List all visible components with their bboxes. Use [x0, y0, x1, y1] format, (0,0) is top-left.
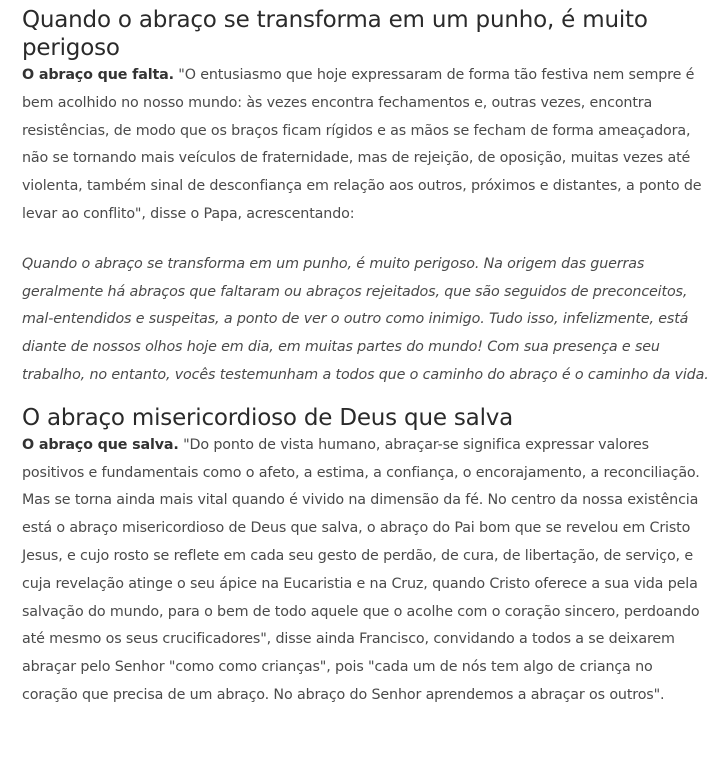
article-body — [22, 0, 712, 710]
lead-in-abraco-que-falta: O abraço que falta. — [22, 67, 174, 83]
section-heading-punho: Quando o abraço se transforma em um punho, é muito perigoso — [22, 7, 648, 61]
paragraph-abraco-que-salva — [22, 432, 712, 710]
pope-quote: Quando o abraço se transforma em um punho, é muito perigoso. Na origem das guerras geralmente há abraços que faltaram ou abraços rejeitados, que são seguidos de preconceitos, mal-entendidos e suspeitas, a ponto de ver o outro como inimigo. Tudo isso, infelizmente, está diante de nossos olhos hoje em dia, em muitas partes do mundo! Com sua presença e seu trabalho, no entanto, vocês testemunham a todos que o caminho do abraço é o caminho da vida. — [22, 255, 709, 383]
paragraph-text: "O entusiasmo que hoje expressaram de forma tão festiva nem sempre é bem acolhido no nosso mundo: às vezes encontra fechamentos e, outras vezes, encontra resistências, de modo que os braços ficam rígidos e as mãos se fecham de forma ameaçadora, não se tornando mais veículos de fraternidade, mas de rejeição, de oposição, muitas vezes até violenta, também sinal de desconfiança em relação aos outros, próximos e distantes, a ponto de levar ao conflito", disse o Papa, acrescentando: — [22, 67, 702, 222]
section-spacer — [22, 390, 712, 404]
section-heading-abraco-misericordioso: O abraço misericordioso de Deus que salva — [22, 404, 514, 431]
paragraph-text: "Do ponto de vista humano, abraçar-se significa expressar valores positivos e fundamentais como o afeto, a estima, a confiança, o encorajamento, a reconciliação. Mas se torna ainda mais vital quando é vivido na dimensão da fé. No centro da nossa existência está o abraço misericordioso de Deus que salva, o abraço do Pai bom que se revelou em Cristo Jesus, e cujo rosto se reflete em cada seu gesto de perdão, de cura, de libertação, de serviço, e cuja revelação atinge o seu ápice na Eucaristia e na Cruz, quando Cristo oferece a sua vida pela salvação do mundo, para o bem de todo aquele que o acolhe com o coração sincero, perdoando até mesmo os seus crucificadores", disse ainda Francisco, convidando a todos a se deixarem abraçar pelo Senhor "como como crianças", pois "cada um de nós tem algo de criança no coração que precisa de um abraço. No abraço do Senhor aprendemos a abraçar os outros". — [22, 436, 700, 703]
lead-in-abraco-que-salva: O abraço que salva. — [22, 436, 179, 453]
paragraph-abraco-que-falta — [22, 62, 712, 229]
